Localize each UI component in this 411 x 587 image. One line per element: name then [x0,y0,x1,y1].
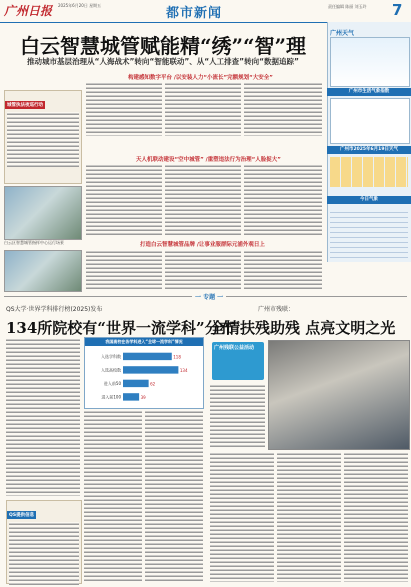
sidebar-box [4,90,82,184]
chart-value-label: 62 [150,381,156,387]
chart-value-label: 134 [179,367,188,373]
right-kicker: 广州市残联： [258,306,295,313]
volunteer-photo [268,340,410,450]
left-headline: 134所院校有“世界一流学科”分布 [6,319,235,337]
section-title: 都市新闻 [166,6,223,21]
article-col-1 [86,82,162,136]
chart-title: 我国高校在各学科进入“全球一流学科”情况 [85,338,203,346]
right-col-1 [210,452,274,582]
bar-chart [84,337,204,409]
chart-canvas [85,346,203,408]
chart-bar [123,353,172,360]
masthead [0,0,411,23]
photo-caption: 白云区智慧城管指挥中心运行场景 [4,240,64,245]
chart-category-label: 入选高校数 [101,367,121,373]
chart-bar [123,366,178,373]
date-line: 2025年6月20日 星期五 [58,3,102,8]
sidebar-title: 城管执法夜巡行动 [7,103,43,108]
right-col-3 [344,452,408,582]
article-col-9 [244,250,322,290]
subtitle-2: 天人机联动建设“空中城管” /重塑违法行为治理“人脸捉大” [136,157,281,163]
right-col-2 [277,452,341,582]
chart-bar [123,380,149,387]
article-col-8 [165,250,241,290]
article-col-3 [244,82,322,136]
left-kicker: QS大学·世界学科排行榜(2025)发布 [6,306,103,313]
weather-grid [330,157,408,187]
event-sticker [212,342,264,380]
sidebar-text [7,112,79,167]
left-col-2 [84,410,142,582]
right-col-0 [210,384,265,448]
chart-value-label: 39 [140,394,146,400]
subtitle-3: 打造白云智慧城管品牌 /让事业服群际元浦外观日上 [140,242,265,248]
editor-info: 责任编辑 陈丽 刘玉玲 [328,4,367,9]
info-box-text [9,522,79,587]
weather-band-3: 今日气象 [327,196,411,204]
weather-band-1: 广州市生活气象指数 [327,88,411,96]
newspaper-logo: 广州日报 [4,4,53,18]
article-col-2 [165,82,241,136]
street-photo [4,250,82,292]
sticker-label: 广州残联公益活动 [214,345,255,351]
main-headline: 白云智慧城管赋能精“绣”“智”理 [19,34,306,58]
chart-category-label: 入选学科数 [101,354,121,360]
weather-band-2: 广州市2025年6月19日天气 [327,146,411,154]
weather-title: 广州天气 [330,30,355,37]
article-col-6 [244,164,322,236]
article-col-5 [165,164,241,236]
weather-table [330,208,408,258]
right-headline: 全情扶残助残 点亮文明之光 [210,319,396,337]
info-box-title: QS提供信息 [9,513,35,518]
chart-category-label: 进入前50 [103,381,121,387]
article-col-4 [86,164,162,236]
chart-category-label: 进入前100 [101,394,121,400]
article-col-7 [86,250,162,290]
info-box [6,500,82,584]
left-col-1 [6,338,80,496]
subtitle-1: 构建感知数字平台 /以安装人力“小流长”完额规划“大安全” [128,75,273,81]
chart-value-label: 118 [173,354,181,360]
chart-bar [123,393,139,400]
city-photo [4,186,82,240]
weather-forecast-block [330,37,410,87]
left-col-3 [145,410,203,582]
banner-label: 一 专题 一 [192,292,226,301]
main-subhead: 推动城市基层治理从“人海战术”转向“智能联动”、从“人工排查”转向“数据追踪” [27,57,299,66]
page-number: 7 [392,1,403,19]
weather-index-block [330,98,410,144]
